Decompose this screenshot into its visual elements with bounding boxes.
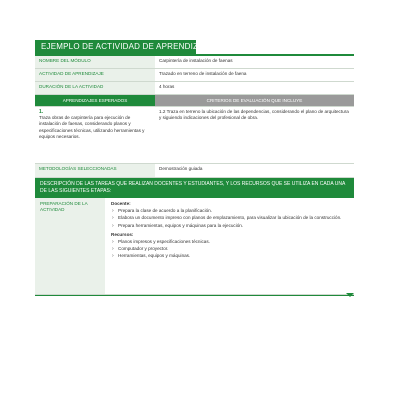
table-row xyxy=(35,56,354,69)
tasks-description-band: DESCRIPCIÓN DE LAS TAREAS QUE REALIZAN DOCENTES Y ESTUDIANTES, Y LOS RECURSOS QUE SE UTILIZA EN CADA UNA DE LAS SIGUIENTES ETAPAS: xyxy=(35,178,354,198)
preparation-table xyxy=(35,198,354,295)
list-item: › Prepara la clase de acuerdo a la planificación. xyxy=(111,208,348,214)
module-name-label: NOMBRE DEL MÓDULO xyxy=(35,56,155,69)
continue-arrow-icon xyxy=(346,293,354,297)
document-title: EJEMPLO DE ACTIVIDAD DE APRENDIZAJE xyxy=(35,40,196,54)
table-row xyxy=(35,198,354,295)
table-row xyxy=(35,82,354,95)
learning-number: 1. xyxy=(39,109,44,115)
table-row xyxy=(35,164,354,178)
resources-heading: Recursos: xyxy=(111,231,134,237)
duration-value: 4 horas xyxy=(155,82,354,95)
learning-cell xyxy=(35,107,155,164)
module-name-value: Carpintería de instalación de faenas xyxy=(155,56,354,69)
table-row xyxy=(35,69,354,82)
activity-value: Trazado en terreno de instalación de faena xyxy=(155,69,354,82)
duration-label: DURACIÓN DE LA ACTIVIDAD xyxy=(35,82,155,95)
info-table xyxy=(35,56,354,178)
learning-header: APRENDIZAJES ESPERADOS xyxy=(35,95,155,107)
preparation-section xyxy=(35,198,354,295)
methodology-label: METODOLOGÍAS SELECCIONADAS xyxy=(35,164,155,178)
activity-label: ACTIVIDAD DE APRENDIZAJE xyxy=(35,69,155,82)
list-item: › Prepara herramientas, equipos y máquinas para la ejecución. xyxy=(111,223,348,229)
teacher-heading: Docente: xyxy=(111,201,131,206)
resources-list xyxy=(111,239,348,260)
teacher-list xyxy=(111,208,348,229)
table-row xyxy=(35,107,354,164)
column-header-row xyxy=(35,95,354,107)
list-item: › Planos impresos y especificaciones técnicas. xyxy=(111,239,348,245)
preparation-label: PREPARACIÓN DE LA ACTIVIDAD xyxy=(35,198,105,295)
list-item: › Elabora un documento impreso con planos de emplazamiento, para visualizar la ubicación de la construcción. xyxy=(111,215,348,221)
bottom-rule xyxy=(35,295,354,296)
list-item: › Computador y proyector. xyxy=(111,246,348,252)
criteria-text: 1.2 Traza en terreno la ubicación de las dependencias, considerando el plano de arquitectura y siguiendo indicaciones del profesional de obra. xyxy=(155,107,354,164)
list-item: › Herramientas, equipos y máquinas. xyxy=(111,253,348,259)
learning-text: Traza obras de carpintería para ejecución de instalación de faenas, considerando planos y especificaciones técnicas, utilizando herramientas y equipos necesarios. xyxy=(39,115,145,139)
methodology-value: Demostración guiada xyxy=(155,164,354,178)
criteria-header: CRITERIOS DE EVALUACIÓN QUE INCLUYE xyxy=(155,95,354,107)
activity-document xyxy=(35,40,354,296)
preparation-content xyxy=(105,198,354,295)
